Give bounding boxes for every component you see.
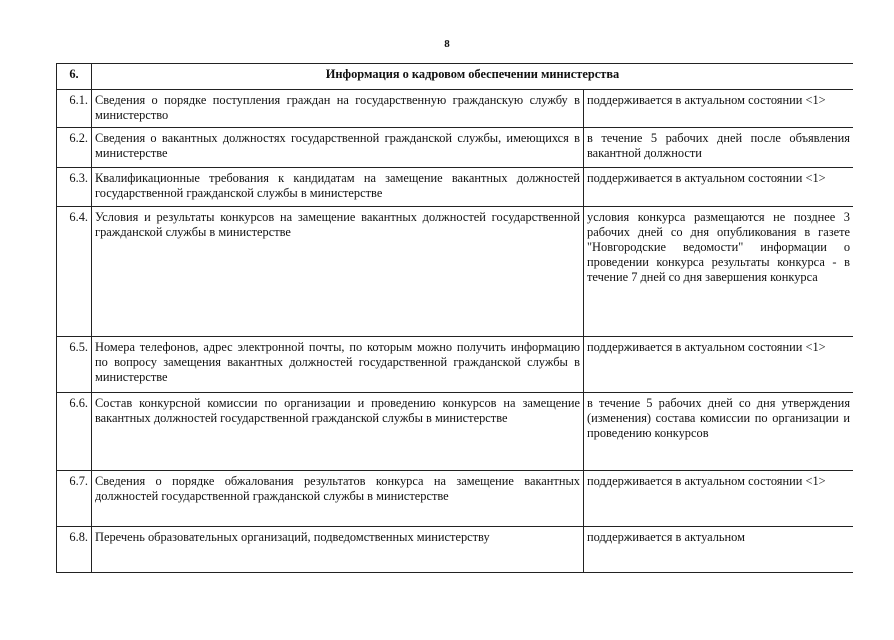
table-row — [57, 128, 854, 168]
row-description: Квалификационные требования к кандидатам на замещение вакантных должностей государственной гражданской службы в министерстве — [92, 168, 584, 207]
section-title: Информация о кадровом обеспечении министерства — [92, 64, 854, 90]
row-term: поддерживается в актуальном — [584, 527, 854, 573]
table-row — [57, 207, 854, 337]
row-number: 6.7. — [57, 471, 92, 527]
row-description: Сведения о вакантных должностях государственной гражданской службы, имеющихся в министерстве — [92, 128, 584, 168]
section-header-row — [57, 64, 854, 90]
row-description: Состав конкурсной комиссии по организации и проведению конкурсов на замещение вакантных должностей государственной гражданской службы в министерстве — [92, 393, 584, 471]
row-term: условия конкурса размещаются не позднее 3 рабочих дней со дня опубликования в газете "Новгородские ведомости" информации о проведении конкурса результаты конкурса - в течение 7 дней со дня завершения конкурса — [584, 207, 854, 337]
row-number: 6.8. — [57, 527, 92, 573]
row-description: Номера телефонов, адрес электронной почты, по которым можно получить информацию по вопросу замещения вакантных должностей государственной гражданской службы в министерстве — [92, 337, 584, 393]
table-row — [57, 393, 854, 471]
document-table-container — [56, 63, 853, 640]
table-row — [57, 90, 854, 128]
table-row — [57, 337, 854, 393]
row-number: 6.3. — [57, 168, 92, 207]
row-term: в течение 5 рабочих дней после объявления вакантной должности — [584, 128, 854, 168]
row-number: 6.6. — [57, 393, 92, 471]
section-number: 6. — [57, 64, 92, 90]
row-term: поддерживается в актуальном состоянии <1> — [584, 168, 854, 207]
row-number: 6.2. — [57, 128, 92, 168]
row-description: Сведения о порядке обжалования результатов конкурса на замещение вакантных должностей государственной гражданской службы в министерстве — [92, 471, 584, 527]
row-term: в течение 5 рабочих дней со дня утверждения (изменения) состава комиссии по организации и проведению конкурсов — [584, 393, 854, 471]
row-number: 6.5. — [57, 337, 92, 393]
document-table — [56, 63, 853, 573]
row-number: 6.4. — [57, 207, 92, 337]
row-term: поддерживается в актуальном состоянии <1> — [584, 90, 854, 128]
row-description: Перечень образовательных организаций, подведомственных министерству — [92, 527, 584, 573]
page-number: 8 — [444, 38, 450, 50]
table-row — [57, 527, 854, 573]
row-term: поддерживается в актуальном состоянии <1> — [584, 471, 854, 527]
row-term: поддерживается в актуальном состоянии <1> — [584, 337, 854, 393]
row-description: Сведения о порядке поступления граждан на государственную гражданскую службу в министерство — [92, 90, 584, 128]
table-row — [57, 168, 854, 207]
row-description: Условия и результаты конкурсов на замещение вакантных должностей государственной гражданской службы в министерстве — [92, 207, 584, 337]
table-row — [57, 471, 854, 527]
row-number: 6.1. — [57, 90, 92, 128]
